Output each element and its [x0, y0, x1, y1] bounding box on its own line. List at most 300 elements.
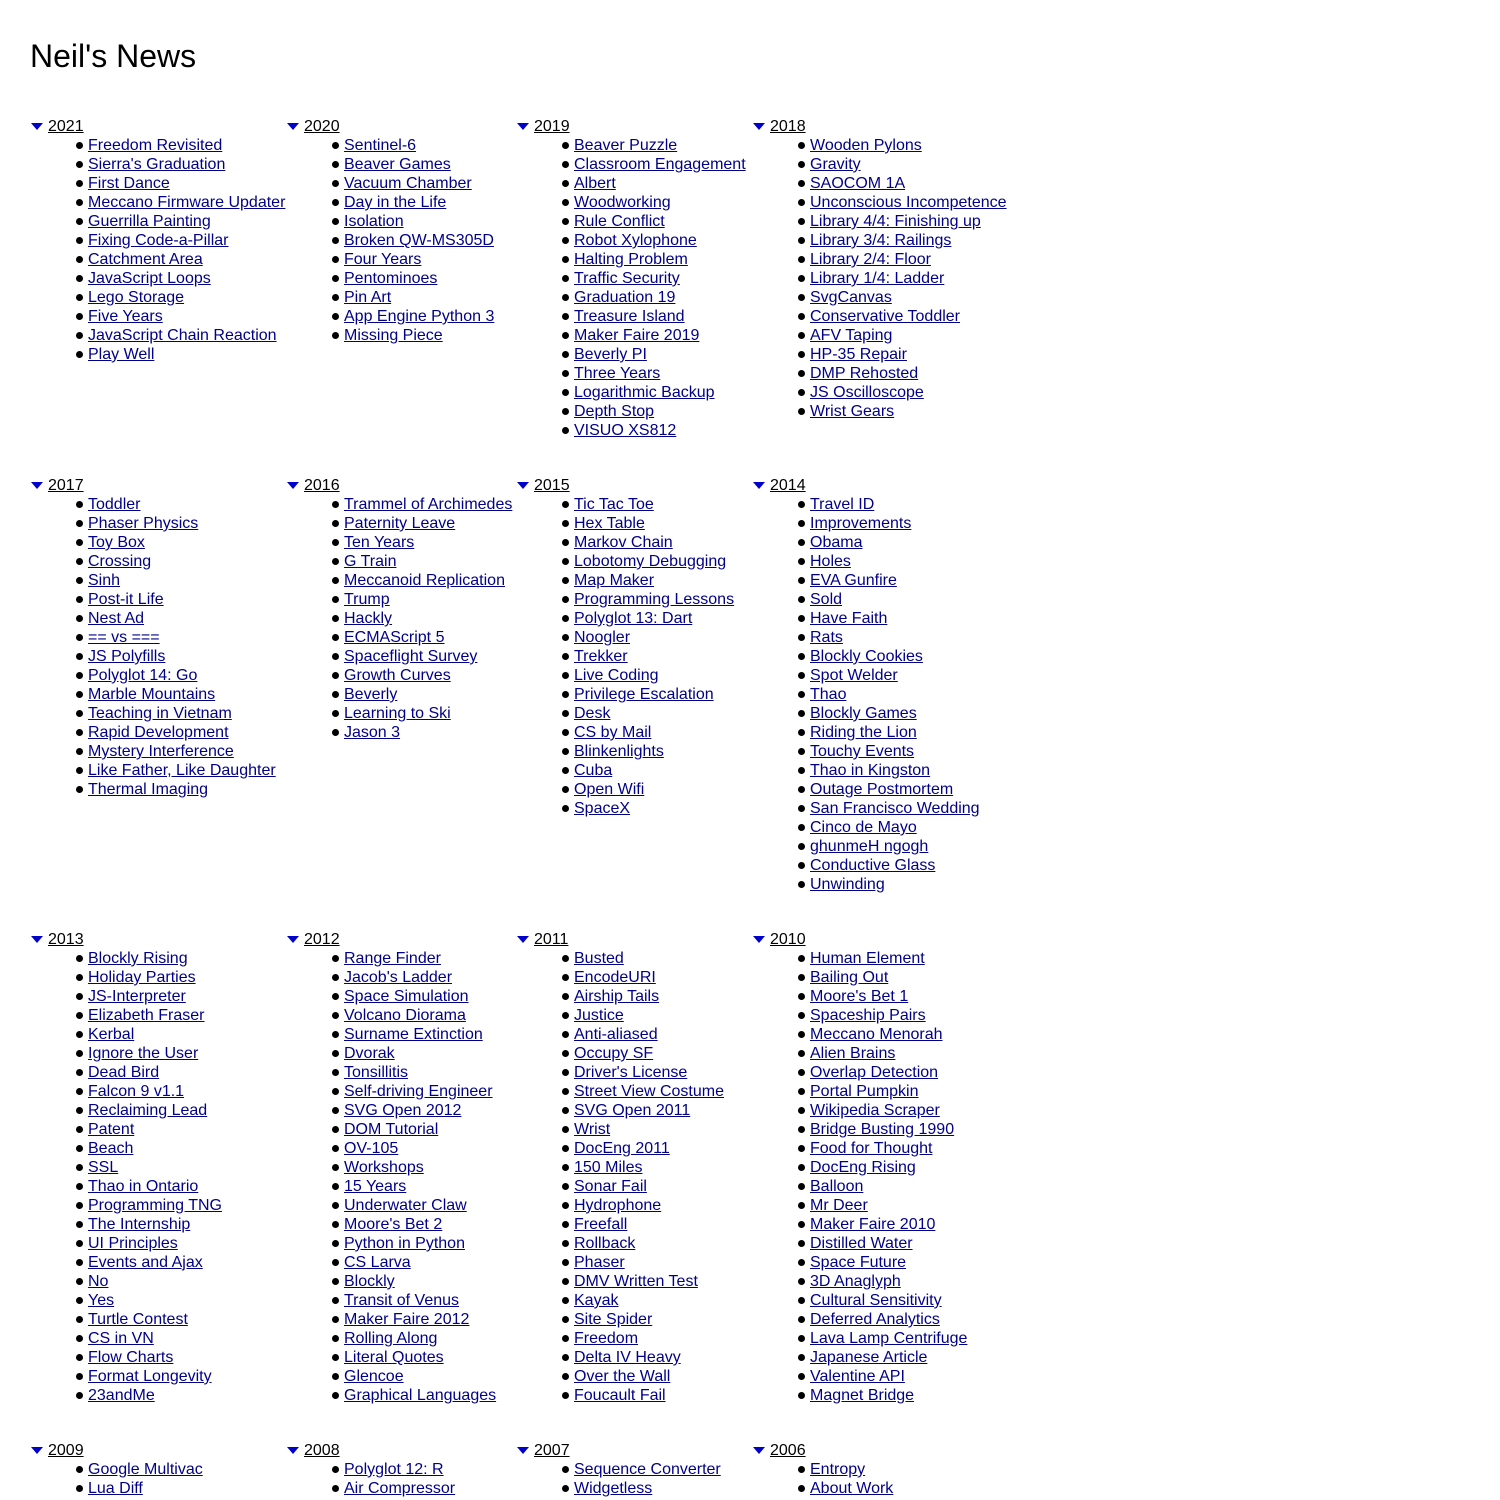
post-link[interactable]: Graduation 19 — [574, 289, 676, 306]
post-link[interactable]: Missing Piece — [344, 327, 443, 344]
collapse-arrow-icon[interactable] — [287, 123, 299, 130]
post-link[interactable]: Toddler — [88, 496, 141, 513]
year-link-2017[interactable]: 2017 — [48, 477, 84, 494]
post-link[interactable]: Programming TNG — [88, 1197, 222, 1214]
collapse-arrow-icon[interactable] — [517, 1447, 529, 1454]
post-link[interactable]: EncodeURI — [574, 969, 656, 986]
post-link[interactable]: Conservative Toddler — [810, 308, 961, 325]
post-link[interactable]: Thao — [810, 686, 847, 703]
post-link[interactable]: Treasure Island — [574, 308, 685, 325]
list-item — [722, 780, 980, 799]
post-link[interactable]: Map Maker — [574, 572, 655, 589]
post-link[interactable]: Dead Bird — [88, 1064, 160, 1081]
post-link[interactable]: Wikipedia Scraper — [810, 1102, 940, 1119]
list-item — [0, 1291, 222, 1310]
post-link[interactable]: Beverly PI — [574, 346, 647, 363]
post-link[interactable]: SVG Open 2012 — [344, 1102, 462, 1119]
post-link[interactable]: Nest Ad — [88, 610, 145, 627]
post-link[interactable]: Magnet Bridge — [810, 1387, 915, 1404]
post-link[interactable]: Gravity — [810, 156, 861, 173]
year-link-2009[interactable]: 2009 — [48, 1442, 84, 1459]
list-item — [486, 364, 746, 383]
post-link[interactable]: Guerrilla Painting — [88, 213, 211, 230]
list-item — [722, 1082, 967, 1101]
post-link[interactable]: Maker Faire 2019 — [574, 327, 700, 344]
post-link[interactable]: Privilege Escalation — [574, 686, 714, 703]
post-link[interactable]: Pin Art — [344, 289, 392, 306]
post-link[interactable]: Outage Postmortem — [810, 781, 954, 798]
post-link[interactable]: Glencoe — [344, 1368, 404, 1385]
post-link[interactable]: Sinh — [88, 572, 121, 589]
post-link[interactable]: Airship Tails — [574, 988, 660, 1005]
collapse-arrow-icon[interactable] — [31, 1447, 43, 1454]
year-link-2006[interactable]: 2006 — [770, 1442, 806, 1459]
post-link[interactable]: Pentominoes — [344, 270, 438, 287]
post-link[interactable]: Rolling Along — [344, 1330, 438, 1347]
list-item — [486, 647, 734, 666]
post-link[interactable]: Spaceship Pairs — [810, 1007, 926, 1024]
post-link[interactable]: Moore's Bet 1 — [810, 988, 909, 1005]
year-header[interactable] — [517, 476, 570, 495]
post-link[interactable]: Wooden Pylons — [810, 137, 922, 154]
list-item — [0, 609, 276, 628]
post-link[interactable]: 3D Anaglyph — [810, 1273, 901, 1290]
post-link[interactable]: ECMAScript 5 — [344, 629, 445, 646]
post-link[interactable]: Vacuum Chamber — [344, 175, 472, 192]
post-link[interactable]: Live Coding — [574, 667, 659, 684]
year-header[interactable] — [31, 476, 84, 495]
post-link[interactable]: Phaser — [574, 1254, 625, 1271]
post-link[interactable]: Open Wifi — [574, 781, 645, 798]
post-link[interactable]: Meccano Menorah — [810, 1026, 943, 1043]
list-item — [486, 552, 734, 571]
post-link[interactable]: Crossing — [88, 553, 152, 570]
post-link[interactable]: SSL — [88, 1159, 119, 1176]
post-link[interactable]: DOM Tutorial — [344, 1121, 439, 1138]
post-link[interactable]: Cuba — [574, 762, 613, 779]
post-link[interactable]: Spot Welder — [810, 667, 898, 684]
list-item — [486, 1044, 724, 1063]
post-link[interactable]: Cultural Sensitivity — [810, 1292, 942, 1309]
post-link[interactable]: Events and Ajax — [88, 1254, 203, 1271]
list-item — [722, 1006, 967, 1025]
post-link[interactable]: G Train — [344, 553, 397, 570]
post-link[interactable]: Noogler — [574, 629, 631, 646]
post-link[interactable]: Jacob's Ladder — [344, 969, 453, 986]
post-link[interactable]: 15 Years — [344, 1178, 407, 1195]
post-link[interactable]: Trump — [344, 591, 390, 608]
post-link[interactable]: Occupy SF — [574, 1045, 654, 1062]
post-link[interactable]: EVA Gunfire — [810, 572, 897, 589]
post-link[interactable]: 150 Miles — [574, 1159, 643, 1176]
post-link[interactable]: Trekker — [574, 648, 628, 665]
collapse-arrow-icon[interactable] — [287, 482, 299, 489]
post-link[interactable]: DocEng 2011 — [574, 1140, 670, 1157]
post-link[interactable]: Moore's Bet 2 — [344, 1216, 443, 1233]
post-link[interactable]: Library 1/4: Ladder — [810, 270, 945, 287]
list-item — [486, 533, 734, 552]
post-link[interactable]: Portal Pumpkin — [810, 1083, 919, 1100]
post-link[interactable]: About Work — [810, 1480, 894, 1497]
post-link[interactable]: Rollback — [574, 1235, 636, 1252]
post-link[interactable]: Phaser Physics — [88, 515, 199, 532]
year-header[interactable] — [287, 117, 340, 136]
post-link[interactable]: Over the Wall — [574, 1368, 671, 1385]
year-link-2018[interactable]: 2018 — [770, 118, 806, 135]
post-link[interactable]: Lobotomy Debugging — [574, 553, 727, 570]
list-item — [722, 968, 967, 987]
post-link[interactable]: Ten Years — [344, 534, 415, 551]
post-link[interactable]: Food for Thought — [810, 1140, 933, 1157]
post-link[interactable]: SVG Open 2011 — [574, 1102, 691, 1119]
post-link[interactable]: App Engine Python 3 — [344, 308, 495, 325]
post-link[interactable]: Blinkenlights — [574, 743, 664, 760]
post-link[interactable]: Four Years — [344, 251, 422, 268]
post-link[interactable]: ghunmeH ngogh — [810, 838, 929, 855]
post-link[interactable]: Albert — [574, 175, 616, 192]
post-link[interactable]: Beverly — [344, 686, 398, 703]
post-link[interactable]: Deferred Analytics — [810, 1311, 940, 1328]
post-link[interactable]: Self-driving Engineer — [344, 1083, 493, 1100]
post-link[interactable]: Woodworking — [574, 194, 671, 211]
post-link[interactable]: Wrist — [574, 1121, 611, 1138]
post-link[interactable]: Play Well — [88, 346, 155, 363]
post-link[interactable]: Catchment Area — [88, 251, 203, 268]
post-link[interactable]: Busted — [574, 950, 624, 967]
list-item — [486, 704, 734, 723]
post-link[interactable]: Beach — [88, 1140, 134, 1157]
post-link[interactable]: Transit of Venus — [344, 1292, 460, 1309]
post-link[interactable]: Kayak — [574, 1292, 619, 1309]
post-link[interactable]: Lua Diff — [88, 1480, 143, 1497]
post-link[interactable]: Valentine API — [810, 1368, 905, 1385]
year-link-2013[interactable]: 2013 — [48, 931, 84, 948]
post-link[interactable]: Holes — [810, 553, 851, 570]
post-link[interactable]: Halting Problem — [574, 251, 688, 268]
post-link[interactable]: Improvements — [810, 515, 912, 532]
post-link[interactable]: Sold — [810, 591, 843, 608]
post-link[interactable]: Like Father, Like Daughter — [88, 762, 276, 779]
post-link[interactable]: Unconscious Incompetence — [810, 194, 1007, 211]
post-link[interactable]: Air Compressor — [344, 1480, 456, 1497]
post-link[interactable]: Library 3/4: Railings — [810, 232, 952, 249]
post-link[interactable]: Ignore the User — [88, 1045, 199, 1062]
collapse-arrow-icon[interactable] — [517, 123, 529, 130]
year-header[interactable] — [517, 117, 570, 136]
post-link[interactable]: Riding the Lion — [810, 724, 917, 741]
post-link[interactable]: Post-it Life — [88, 591, 164, 608]
collapse-arrow-icon[interactable] — [753, 936, 765, 943]
post-link[interactable]: Widgetless — [574, 1480, 653, 1497]
year-link-2020[interactable]: 2020 — [304, 118, 340, 135]
post-link[interactable]: Three Years — [574, 365, 661, 382]
post-link[interactable]: Logarithmic Backup — [574, 384, 715, 401]
post-link[interactable]: Patent — [88, 1121, 135, 1138]
collapse-arrow-icon[interactable] — [753, 482, 765, 489]
collapse-arrow-icon[interactable] — [31, 123, 43, 130]
post-link[interactable]: CS by Mail — [574, 724, 652, 741]
post-link[interactable]: Five Years — [88, 308, 163, 325]
post-link[interactable]: Freedom — [574, 1330, 639, 1347]
post-link[interactable]: Sequence Converter — [574, 1461, 721, 1478]
post-link[interactable]: Justice — [574, 1007, 624, 1024]
post-link[interactable]: Polyglot 13: Dart — [574, 610, 693, 627]
post-link[interactable]: Yes — [88, 1292, 115, 1309]
year-header[interactable] — [287, 930, 340, 949]
year-header[interactable] — [753, 930, 806, 949]
post-link[interactable]: JS Polyfills — [88, 648, 166, 665]
list-item — [722, 136, 1007, 155]
post-link[interactable]: Tonsillitis — [344, 1064, 409, 1081]
list-item — [256, 1386, 496, 1405]
post-link[interactable]: Desk — [574, 705, 611, 722]
post-link[interactable]: Sierra's Graduation — [88, 156, 226, 173]
post-link[interactable]: Surname Extinction — [344, 1026, 483, 1043]
post-link[interactable]: Rats — [810, 629, 843, 646]
post-link[interactable]: Marble Mountains — [88, 686, 216, 703]
post-link[interactable]: Teaching in Vietnam — [88, 705, 232, 722]
collapse-arrow-icon[interactable] — [517, 936, 529, 943]
post-link[interactable]: Learning to Ski — [344, 705, 451, 722]
post-link[interactable]: Trammel of Archimedes — [344, 496, 513, 513]
post-link[interactable]: Thao in Kingston — [810, 762, 931, 779]
post-link[interactable]: Mr Deer — [810, 1197, 868, 1214]
year-header[interactable] — [517, 1441, 570, 1460]
post-link[interactable]: San Francisco Wedding — [810, 800, 980, 817]
post-link[interactable]: Street View Costume — [574, 1083, 724, 1100]
post-link[interactable]: The Internship — [88, 1216, 191, 1233]
post-link[interactable]: Conductive Glass — [810, 857, 936, 874]
post-link[interactable]: Graphical Languages — [344, 1387, 497, 1404]
year-link-2015[interactable]: 2015 — [534, 477, 570, 494]
post-link[interactable]: 23andMe — [88, 1387, 155, 1404]
post-link[interactable]: DMP Rehosted — [810, 365, 919, 382]
year-header[interactable] — [517, 930, 568, 949]
post-link[interactable]: Anti-aliased — [574, 1026, 658, 1043]
list-item — [0, 1063, 222, 1082]
post-link[interactable]: Alien Brains — [810, 1045, 896, 1062]
post-link[interactable]: Entropy — [810, 1461, 866, 1478]
post-link[interactable]: Spaceflight Survey — [344, 648, 478, 665]
post-link[interactable]: Polyglot 12: R — [344, 1461, 444, 1478]
post-link[interactable]: SpaceX — [574, 800, 631, 817]
post-link[interactable]: Reclaiming Lead — [88, 1102, 208, 1119]
post-link[interactable]: Toy Box — [88, 534, 145, 551]
list-item — [722, 552, 980, 571]
post-link[interactable]: Traffic Security — [574, 270, 680, 287]
post-link[interactable]: Travel ID — [810, 496, 875, 513]
post-link[interactable]: Sonar Fail — [574, 1178, 647, 1195]
post-list — [256, 949, 496, 1405]
year-header[interactable] — [753, 117, 806, 136]
post-link[interactable]: Broken QW-MS305D — [344, 232, 494, 249]
post-link[interactable]: First Dance — [88, 175, 170, 192]
post-link[interactable]: Lego Storage — [88, 289, 185, 306]
year-header[interactable] — [753, 1441, 806, 1460]
year-header[interactable] — [753, 476, 806, 495]
post-link[interactable]: Python in Python — [344, 1235, 465, 1252]
post-link[interactable]: == vs === — [88, 629, 160, 646]
post-link[interactable]: Polyglot 14: Go — [88, 667, 198, 684]
list-item — [0, 514, 276, 533]
post-link[interactable]: Bridge Busting 1990 — [810, 1121, 955, 1138]
post-link[interactable]: Foucault Fail — [574, 1387, 666, 1404]
post-link[interactable]: Jason 3 — [344, 724, 401, 741]
post-link[interactable]: Freefall — [574, 1216, 628, 1233]
year-header[interactable] — [31, 1441, 84, 1460]
year-link-2014[interactable]: 2014 — [770, 477, 806, 494]
post-link[interactable]: Distilled Water — [810, 1235, 913, 1252]
post-link[interactable]: Fixing Code-a-Pillar — [88, 232, 229, 249]
collapse-arrow-icon[interactable] — [753, 1447, 765, 1454]
post-link[interactable]: Library 4/4: Finishing up — [810, 213, 981, 230]
collapse-arrow-icon[interactable] — [517, 482, 529, 489]
post-link[interactable]: Cinco de Mayo — [810, 819, 917, 836]
post-link[interactable]: Balloon — [810, 1178, 864, 1195]
post-link[interactable]: Meccanoid Replication — [344, 572, 505, 589]
post-link[interactable]: Freedom Revisited — [88, 137, 223, 154]
post-link[interactable]: No — [88, 1273, 109, 1290]
post-link[interactable]: Space Future — [810, 1254, 907, 1271]
post-link[interactable]: Space Simulation — [344, 988, 469, 1005]
year-link-2010[interactable]: 2010 — [770, 931, 806, 948]
post-link[interactable]: Obama — [810, 534, 863, 551]
post-link[interactable]: JavaScript Loops — [88, 270, 211, 287]
year-link-2007[interactable]: 2007 — [534, 1442, 570, 1459]
post-link[interactable]: SvgCanvas — [810, 289, 892, 306]
year-link-2019[interactable]: 2019 — [534, 118, 570, 135]
year-header[interactable] — [31, 930, 84, 949]
post-link[interactable]: Literal Quotes — [344, 1349, 444, 1366]
post-link[interactable]: Range Finder — [344, 950, 441, 967]
post-link[interactable]: Elizabeth Fraser — [88, 1007, 205, 1024]
post-link[interactable]: Mystery Interference — [88, 743, 234, 760]
list-item — [486, 1460, 721, 1479]
post-link[interactable]: UI Principles — [88, 1235, 178, 1252]
post-link[interactable]: DMV Written Test — [574, 1273, 698, 1290]
post-link[interactable]: Underwater Claw — [344, 1197, 467, 1214]
post-link[interactable]: Lava Lamp Centrifuge — [810, 1330, 968, 1347]
post-link[interactable]: Holiday Parties — [88, 969, 196, 986]
post-link[interactable]: Depth Stop — [574, 403, 655, 420]
post-link[interactable]: CS in VN — [88, 1330, 154, 1347]
post-link[interactable]: Hackly — [344, 610, 393, 627]
post-link[interactable]: CS Larva — [344, 1254, 411, 1271]
post-link[interactable]: Unwinding — [810, 876, 885, 893]
post-link[interactable]: Isolation — [344, 213, 404, 230]
post-link[interactable]: Human Element — [810, 950, 925, 967]
year-link-2021[interactable]: 2021 — [48, 118, 84, 135]
post-link[interactable]: Kerbal — [88, 1026, 135, 1043]
post-link[interactable]: Day in the Life — [344, 194, 447, 211]
post-link[interactable]: SAOCOM 1A — [810, 175, 906, 192]
list-item — [0, 1348, 222, 1367]
post-link[interactable]: Workshops — [344, 1159, 424, 1176]
post-link[interactable]: Wrist Gears — [810, 403, 895, 420]
post-link[interactable]: Flow Charts — [88, 1349, 174, 1366]
list-item — [722, 1158, 967, 1177]
list-item — [256, 326, 494, 345]
list-item — [486, 212, 746, 231]
post-link[interactable]: HP-35 Repair — [810, 346, 907, 363]
list-item — [0, 231, 285, 250]
post-link[interactable]: Touchy Events — [810, 743, 915, 760]
post-link[interactable]: Blockly Rising — [88, 950, 188, 967]
post-link[interactable]: Beaver Puzzle — [574, 137, 678, 154]
post-link[interactable]: VISUO XS812 — [574, 422, 677, 439]
post-link[interactable]: Sentinel-6 — [344, 137, 417, 154]
post-link[interactable]: Beaver Games — [344, 156, 451, 173]
collapse-arrow-icon[interactable] — [753, 123, 765, 130]
year-link-2008[interactable]: 2008 — [304, 1442, 340, 1459]
collapse-arrow-icon[interactable] — [287, 936, 299, 943]
post-link[interactable]: Delta IV Heavy — [574, 1349, 681, 1366]
year-header[interactable] — [287, 476, 340, 495]
post-link[interactable]: Blockly Cookies — [810, 648, 923, 665]
post-link[interactable]: Thermal Imaging — [88, 781, 209, 798]
post-link[interactable]: Format Longevity — [88, 1368, 212, 1385]
post-link[interactable]: Japanese Article — [810, 1349, 928, 1366]
collapse-arrow-icon[interactable] — [31, 936, 43, 943]
post-link[interactable]: Maker Faire 2010 — [810, 1216, 936, 1233]
post-link[interactable]: Blockly — [344, 1273, 395, 1290]
post-link[interactable]: AFV Taping — [810, 327, 893, 344]
post-link[interactable]: Hydrophone — [574, 1197, 662, 1214]
year-header[interactable] — [287, 1441, 340, 1460]
post-link[interactable]: Have Faith — [810, 610, 888, 627]
post-link[interactable]: JavaScript Chain Reaction — [88, 327, 277, 344]
post-link[interactable]: JS-Interpreter — [88, 988, 186, 1005]
list-item — [486, 609, 734, 628]
collapse-arrow-icon[interactable] — [31, 482, 43, 489]
post-link[interactable]: Classroom Engagement — [574, 156, 746, 173]
post-link[interactable]: Dvorak — [344, 1045, 395, 1062]
post-link[interactable]: OV-105 — [344, 1140, 399, 1157]
post-link[interactable]: Driver's License — [574, 1064, 688, 1081]
post-link[interactable]: Blockly Games — [810, 705, 917, 722]
post-link[interactable]: Bailing Out — [810, 969, 889, 986]
post-link[interactable]: Google Multivac — [88, 1461, 203, 1478]
post-link[interactable]: Hex Table — [574, 515, 645, 532]
post-link[interactable]: Turtle Contest — [88, 1311, 188, 1328]
collapse-arrow-icon[interactable] — [287, 1447, 299, 1454]
year-header[interactable] — [31, 117, 84, 136]
post-link[interactable]: Thao in Ontario — [88, 1178, 199, 1195]
post-link[interactable]: DocEng Rising — [810, 1159, 916, 1176]
post-link[interactable]: Library 2/4: Floor — [810, 251, 931, 268]
post-link[interactable]: Rule Conflict — [574, 213, 665, 230]
post-list — [722, 1460, 893, 1498]
post-link[interactable]: Rapid Development — [88, 724, 229, 741]
post-link[interactable]: Meccano Firmware Updater — [88, 194, 286, 211]
year-link-2011[interactable]: 2011 — [534, 931, 569, 948]
post-link[interactable]: Volcano Diorama — [344, 1007, 466, 1024]
post-link[interactable]: Site Spider — [574, 1311, 653, 1328]
post-link[interactable]: Programming Lessons — [574, 591, 735, 608]
post-link[interactable]: Growth Curves — [344, 667, 451, 684]
post-link[interactable]: JS Oscilloscope — [810, 384, 924, 401]
year-link-2012[interactable]: 2012 — [304, 931, 340, 948]
post-link[interactable]: Falcon 9 v1.1 — [88, 1083, 185, 1100]
year-link-2016[interactable]: 2016 — [304, 477, 340, 494]
post-link[interactable]: Markov Chain — [574, 534, 673, 551]
post-link[interactable]: Overlap Detection — [810, 1064, 939, 1081]
post-link[interactable]: Robot Xylophone — [574, 232, 697, 249]
post-link[interactable]: Tic Tac Toe — [574, 496, 654, 513]
post-link[interactable]: Paternity Leave — [344, 515, 456, 532]
post-link[interactable]: Maker Faire 2012 — [344, 1311, 470, 1328]
list-item — [256, 533, 512, 552]
